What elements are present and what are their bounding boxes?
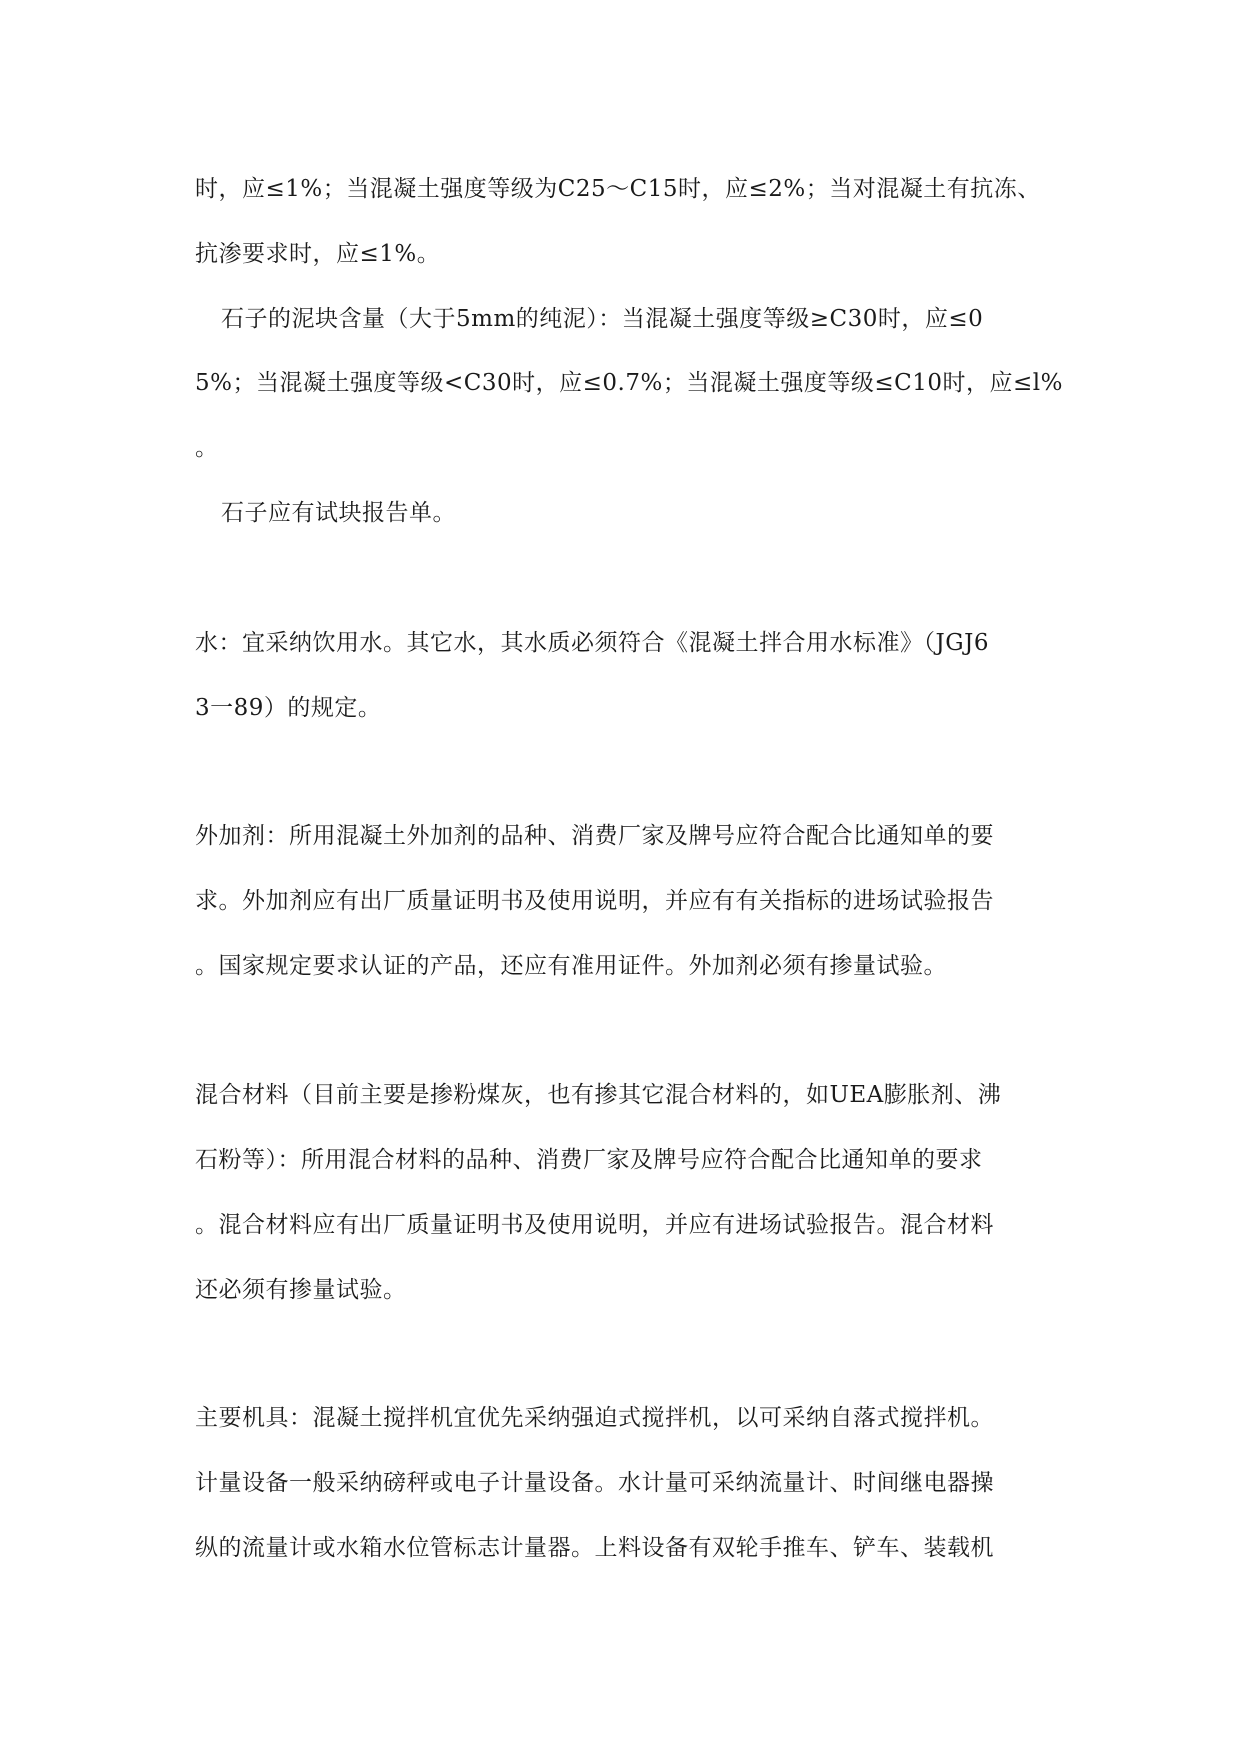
text-line: 纵的流量计或水箱水位管标志计量器。上料设备有双轮手推车、铲车、装载机 bbox=[195, 1535, 994, 1561]
text-line: 还必须有掺量试验。 bbox=[195, 1277, 407, 1303]
text-line: 计量设备一般采纳磅秤或电子计量设备。水计量可采纳流量计、时间继电器操 bbox=[195, 1470, 994, 1496]
text-line: 石粉等）：所用混合材料的品种、消费厂家及牌号应符合配合比通知单的要求 bbox=[195, 1147, 983, 1173]
paragraph-line: 外加剂：所用混凝土外加剂的品种、消费厂家及牌号应符合配合比通知单的要 bbox=[195, 823, 994, 849]
text-line: 时，应≤1%；当混凝土强度等级为C25～C15时，应≤2%；当对混凝土有抗冻、 bbox=[195, 176, 1041, 202]
text-line: 5%；当混凝土强度等级<C30时，应≤0.7%；当混凝土强度等级≤C10时，应≤l% bbox=[195, 370, 1063, 396]
text-line: 。混合材料应有出厂质量证明书及使用说明，并应有进场试验报告。混合材料 bbox=[195, 1212, 994, 1238]
text-line: 。国家规定要求认证的产品，还应有准用证件。外加剂必须有掺量试验。 bbox=[195, 953, 947, 979]
paragraph-line: 水：宜采纳饮用水。其它水，其水质必须符合《混凝土拌合用水标准》（JGJ6 bbox=[195, 630, 989, 656]
paragraph-line: 石子的泥块含量（大于5mm的纯泥）：当混凝土强度等级≥C30时，应≤0 bbox=[221, 306, 984, 332]
text-line: 3一89）的规定。 bbox=[195, 695, 382, 721]
paragraph-line: 石子应有试块报告单。 bbox=[221, 500, 456, 526]
text-line: 抗渗要求时，应≤1%。 bbox=[195, 241, 441, 267]
text-line: 。 bbox=[195, 435, 219, 461]
paragraph-line: 主要机具：混凝土搅拌机宜优先采纳强迫式搅拌机，以可采纳自落式搅拌机。 bbox=[195, 1405, 994, 1431]
text-line: 求。外加剂应有出厂质量证明书及使用说明，并应有有关指标的进场试验报告 bbox=[195, 888, 994, 914]
paragraph-line: 混合材料（目前主要是掺粉煤灰，也有掺其它混合材料的，如UEA膨胀剂、沸 bbox=[195, 1082, 1002, 1108]
